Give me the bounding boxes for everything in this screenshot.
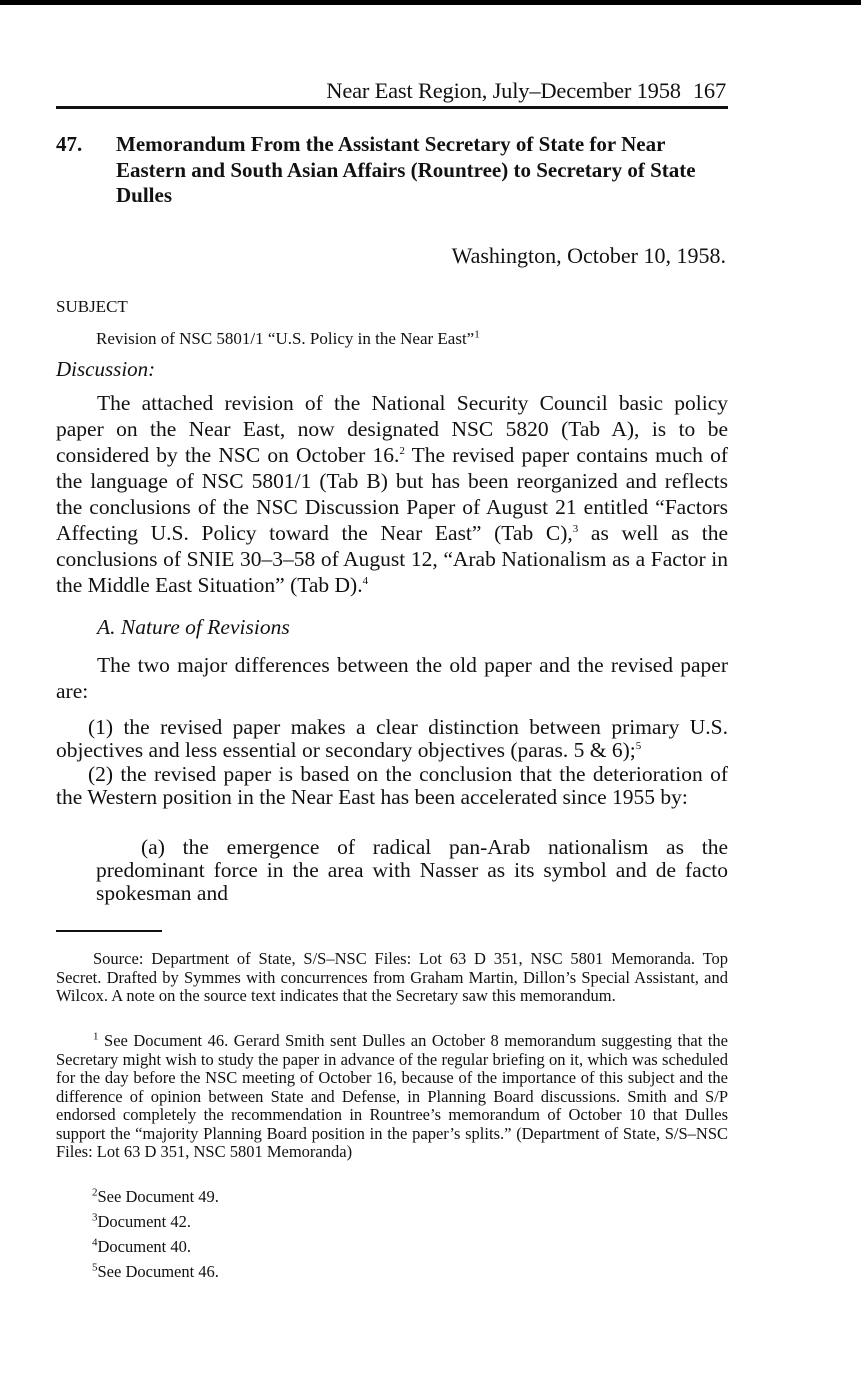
footnote-ref-5: 5	[635, 739, 642, 752]
footnote-3	[92, 1213, 191, 1232]
footnote-2-number: 2	[92, 1186, 98, 1199]
footnote-3-number: 3	[92, 1211, 98, 1224]
footnote-2	[92, 1188, 219, 1207]
footnote-4-number: 4	[92, 1236, 98, 1249]
list-item-1-text: (1) the revised paper makes a clear distinction between primary U.S. objectives and less essential or secondary objectives (paras. 5 & 6);	[56, 715, 728, 762]
discussion-heading: Discussion:	[56, 357, 156, 381]
running-title: Near East Region, July–December 1958	[326, 78, 681, 103]
footnote-3-text: Document 42.	[97, 1212, 191, 1231]
list-item-2a: (a) the emergence of radical pan-Arab nationalism as the predominant force in the area with Nasser as its symbol and de facto spokesman and	[96, 835, 728, 905]
footnote-ref-2: 2	[399, 444, 405, 457]
subject-line: Revision of NSC 5801/1 “U.S. Policy in the Near East”	[96, 329, 475, 348]
footnote-5-number: 5	[92, 1261, 98, 1274]
subject-label: SUBJECT	[56, 297, 128, 316]
footnote-1-number: 1	[93, 1030, 99, 1043]
footnote-1-text: See Document 46. Gerard Smith sent Dulles an October 8 memorandum suggesting that the Secretary might wish to study the paper in advance of the regular briefing on it, which was scheduled for the day before the NSC meeting of October 16, because of the importance of this subject and the difference of opinion between State and Defense, in Planning Board discussions. Smith and S/P endorsed completely the recommendation in Rountree’s memorandum of October 10 that Dulles support the “majority Planning Board position in the paper’s splits.” (Department of State, S/S–NSC Files: Lot 63 D 351, NSC 5801 Memoranda)	[56, 1031, 728, 1161]
footnote-rule	[56, 930, 162, 932]
list-item-2: (2) the revised paper is based on the conclusion that the deterioration of the Western position in the Near East has been accelerated since 1955 by:	[56, 762, 728, 809]
running-header	[56, 78, 726, 104]
footnote-4-text: Document 40.	[97, 1237, 191, 1256]
footnote-5	[92, 1263, 219, 1282]
page-number: 167	[692, 78, 726, 103]
page-top-border	[0, 0, 861, 5]
header-rule	[56, 106, 728, 109]
footnote-4	[92, 1238, 191, 1257]
footnote-ref-4: 4	[362, 574, 369, 587]
footnote-1	[56, 1032, 728, 1162]
footnote-5-text: See Document 46.	[97, 1262, 219, 1281]
para1-part-c: as well as the conclusions of SNIE 30–3–58 of August 12, “Arab Nationalism as a Factor in the Middle East Situation” (Tab D).	[56, 521, 728, 597]
dateline: Washington, October 10, 1958.	[451, 243, 726, 268]
paragraph-intro	[56, 390, 728, 598]
footnote-2-text: See Document 49.	[97, 1187, 219, 1206]
para1-part-a: The attached revision of the National Security Council basic policy paper on the Near East, now designated NSC 5820 (Tab A), is to be considered by the NSC on October 16.	[56, 391, 728, 467]
section-heading-a: A. Nature of Revisions	[97, 615, 290, 639]
paragraph-differences: The two major differences between the old paper and the revised paper are:	[56, 653, 728, 703]
document-title: Memorandum From the Assistant Secretary of State for Near Eastern and South Asian Affairs (Rountree) to Secretary of State Dulles	[116, 132, 696, 207]
document-number: 47.	[56, 132, 83, 156]
footnote-ref-1: 1	[474, 328, 480, 341]
list-item-1	[56, 716, 728, 762]
subject-text	[96, 329, 480, 349]
footnote-ref-3: 3	[572, 522, 579, 535]
para1-part-b: The revised paper contains much of the language of NSC 5801/1 (Tab B) but has been reorganized and reflects the conclusions of the NSC Discussion Paper of August 21 entitled “Factors Affecting U.S. Policy toward the Near East” (Tab C),	[56, 443, 728, 545]
footnote-source: Source: Department of State, S/S–NSC Files: Lot 63 D 351, NSC 5801 Memoranda. Top Secret. Drafted by Symmes with concurrences from Graham Martin, Dillon’s Special Assistant, and Wilcox. A note on the source text indicates that the Secretary saw this memorandum.	[56, 949, 728, 1005]
